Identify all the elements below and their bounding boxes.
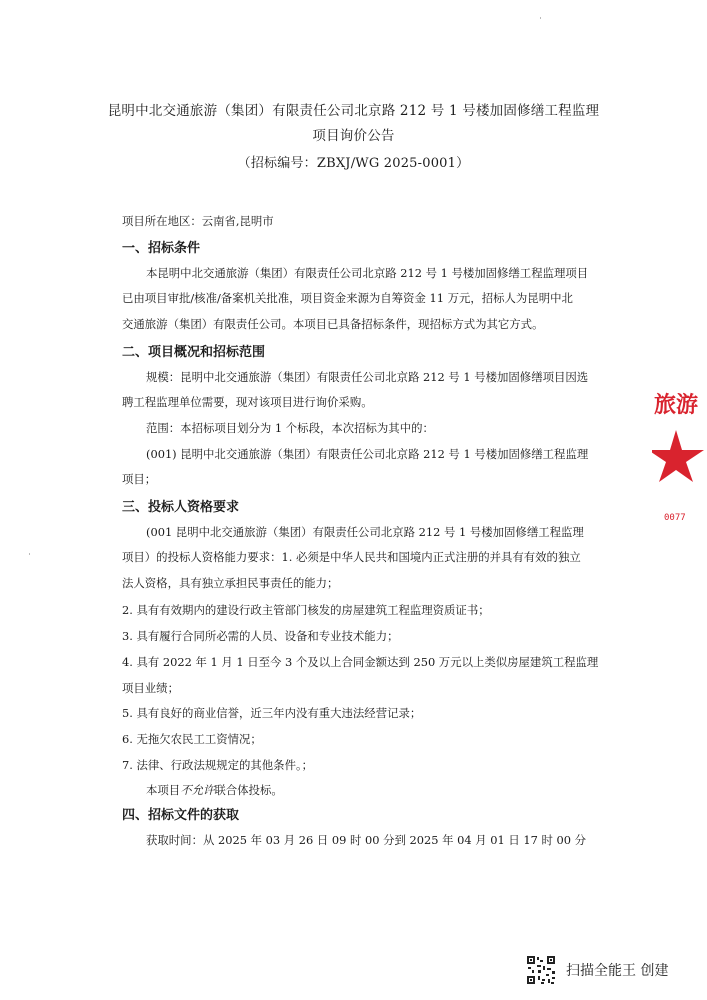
- consortium-note-pre: 本项目: [146, 783, 181, 797]
- section-2-para-line: 范围：本招标项目划分为 1 个标段，本次招标为其中的：: [146, 421, 434, 435]
- tender-number: （招标编号：ZBXJ/WG 2025-0001）: [237, 156, 470, 171]
- section-2-heading: 二、项目概况和招标范围: [122, 345, 266, 360]
- section-3-heading: 三、投标人资格要求: [122, 500, 240, 515]
- section-3-para-line: 法人资格，具有独立承担民事责任的能力；: [122, 576, 339, 590]
- requirement-item: 3. 具有履行合同所必需的人员、设备和专业技术能力；: [122, 629, 399, 643]
- requirement-item: 4. 具有 2022 年 1 月 1 日至今 3 个及以上合同金额达到 250 万元以上类似房屋建筑工程监理: [122, 655, 599, 669]
- consortium-note-emphasis: 不允许: [180, 783, 215, 797]
- scan-speck: [540, 17, 541, 19]
- section-2-para-line: 聘工程监理单位需要，现对该项目进行询价采购。: [122, 395, 373, 409]
- section-1-para-line: 已由项目审批/核准/备案机关批准，项目资金来源为自筹资金 11 万元，招标人为昆明中北: [122, 291, 573, 305]
- qr-code-icon: [526, 955, 556, 985]
- stamp-bottom-text: 0077: [664, 513, 686, 523]
- stamp-star: [652, 430, 704, 482]
- title-line-2: 项目询价公告: [312, 128, 395, 144]
- section-1-heading: 一、招标条件: [122, 241, 201, 256]
- requirement-item: 项目业绩；: [122, 681, 179, 695]
- section-4-heading: 四、招标文件的获取: [122, 808, 240, 823]
- section-3-para-line: 项目）的投标人资格能力要求：1. 必须是中华人民共和国境内正式注册的并具有有效的独立: [122, 550, 581, 564]
- consortium-note: [146, 782, 283, 798]
- requirement-item: 6. 无拖欠农民工工资情况；: [122, 732, 262, 746]
- red-seal-stamp: [652, 378, 707, 528]
- project-region: 项目所在地区：云南省,昆明市: [122, 214, 274, 228]
- section-1-para-line: 本昆明中北交通旅游（集团）有限责任公司北京路 212 号 1 号楼加固修缮工程监理项目: [146, 266, 589, 280]
- section-2-para-line: (001) 昆明中北交通旅游（集团）有限责任公司北京路 212 号 1 号楼加固修缮工程监理: [146, 447, 589, 461]
- scanner-brand-text: 扫描全能王 创建: [566, 963, 669, 979]
- section-3-para-line: (001 昆明中北交通旅游（集团）有限责任公司北京路 212 号 1 号楼加固修缮工程监理: [146, 525, 584, 539]
- title-line-1: 昆明中北交通旅游（集团）有限责任公司北京路 212 号 1 号楼加固修缮工程监理: [107, 103, 600, 119]
- requirement-item: 7. 法律、行政法规规定的其他条件。；: [122, 758, 314, 772]
- consortium-note-post: 联合体投标。: [214, 783, 283, 797]
- acquisition-time: 获取时间：从 2025 年 03 月 26 日 09 时 00 分到 2025 年 04 月 01 日 17 时 00 分: [146, 833, 586, 847]
- requirement-item: 2. 具有有效期内的建设行政主管部门核发的房屋建筑工程监理资质证书；: [122, 603, 490, 617]
- section-2-para-line: 规模：昆明中北交通旅游（集团）有限责任公司北京路 212 号 1 号楼加固修缮项目因选: [146, 370, 589, 384]
- section-2-para-line: 项目；: [122, 472, 157, 486]
- requirement-item: 5. 具有良好的商业信誉，近三年内没有重大违法经营记录；: [122, 706, 422, 720]
- section-1-para-line: 交通旅游（集团）有限责任公司。本项目已具备招标条件，现招标方式为其它方式。: [122, 317, 544, 331]
- stamp-top-text: 旅游: [654, 393, 699, 418]
- scan-speck: [29, 553, 30, 555]
